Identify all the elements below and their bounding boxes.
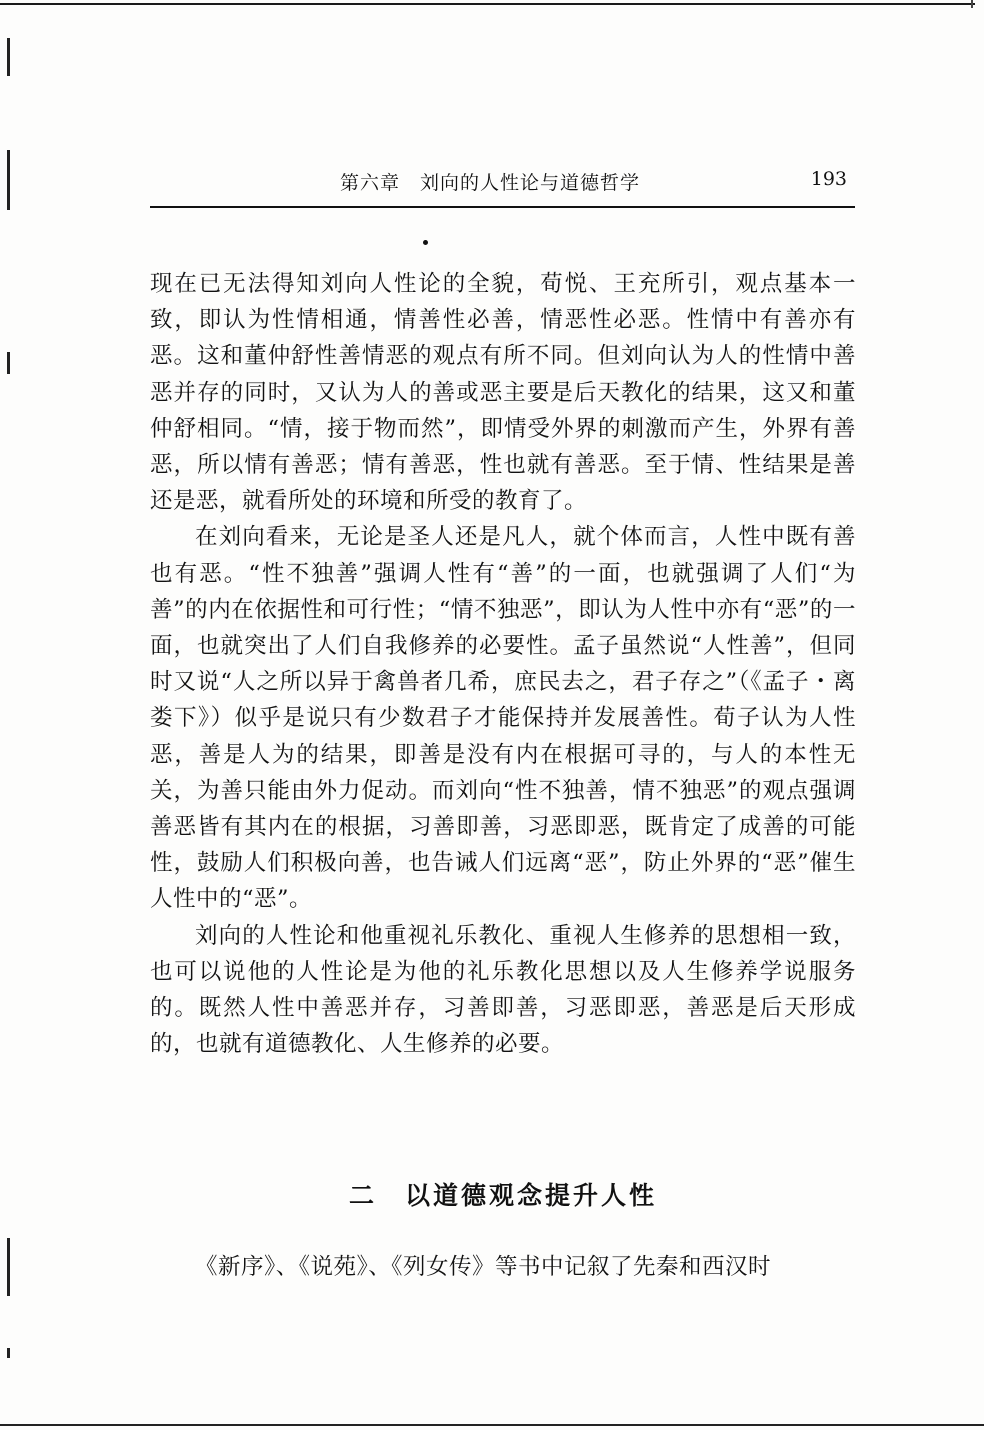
scan-edge-right: [971, 0, 973, 8]
paragraph: 现在已无法得知刘向人性论的全貌，荀悦、王充所引，观点基本一致，即认为性情相通，情善性必善，情恶性必恶。性情中有善亦有恶。这和董仲舒性善情恶的观点有所不同。但刘向认为人的性情中善恶并存的同时，又认为人的善或恶主要是后天教化的结果，这又和董仲舒相同。“情，接于物而然”，即情受外界的刺激而产生，外界有善恶，所以情有善恶；情有善恶，性也就有善恶。至于情、性结果是善还是恶，就看所处的环境和所受的教育了。: [150, 271, 856, 515]
scan-mark-left: [7, 150, 10, 210]
page-number: 193: [810, 168, 847, 190]
section-body: [150, 1249, 856, 1285]
paragraph: 刘向的人性论和他重视礼乐教化、重视人生修养的思想相一致，也可以说他的人性论是为他的礼乐教化思想以及人生修养学说服务的。既然人性中善恶并存，习善即善，习恶即恶，善恶是后天形成的，也就有道德教化、人生修养的必要。: [150, 922, 856, 1058]
scan-edge-bottom: [0, 1424, 984, 1426]
section-heading: 二 以道德观念提升人性: [348, 1181, 657, 1210]
scan-mark-left: [7, 352, 10, 374]
paragraph: 《新序》、《说苑》、《列女传》等书中记叙了先秦和西汉时: [195, 1254, 772, 1280]
paragraph: 在刘向看来，无论是圣人还是凡人，就个体而言，人性中既有善也有恶。“性不独善”强调人性有“善”的一面，也就强调了人们“为善”的内在依据性和可行性；“情不独恶”，即认为人性中亦有“恶”的一面，也就突出了人们自我修养的必要性。孟子虽然说“人性善”，但同时又说“人之所以异于禽兽者几希，庶民去之，君子存之”（《孟子・离娄下》）似乎是说只有少数君子才能保持并发展善性。荀子认为人性恶，善是人为的结果，即善是没有内在根据可寻的，与人的本性无关，为善只能由外力促动。而刘向“性不独善，情不独恶”的观点强调善恶皆有其内在的根据，习善即善，习恶即恶，既肯定了成善的可能性，鼓励人们积极向善，也告诫人们远离“恶”，防止外界的“恶”催生人性中的“恶”。: [150, 524, 856, 913]
body-text: [150, 266, 856, 1062]
running-header: [150, 166, 855, 204]
scan-edge-top: [0, 3, 975, 5]
scan-dot: [423, 240, 428, 245]
running-head-title: 第六章 刘向的人性论与道德哲学: [340, 172, 641, 194]
header-rule: [150, 206, 855, 208]
scan-mark-left: [7, 1238, 10, 1296]
scan-mark-left: [7, 38, 10, 76]
scan-mark-left: [7, 1348, 10, 1358]
